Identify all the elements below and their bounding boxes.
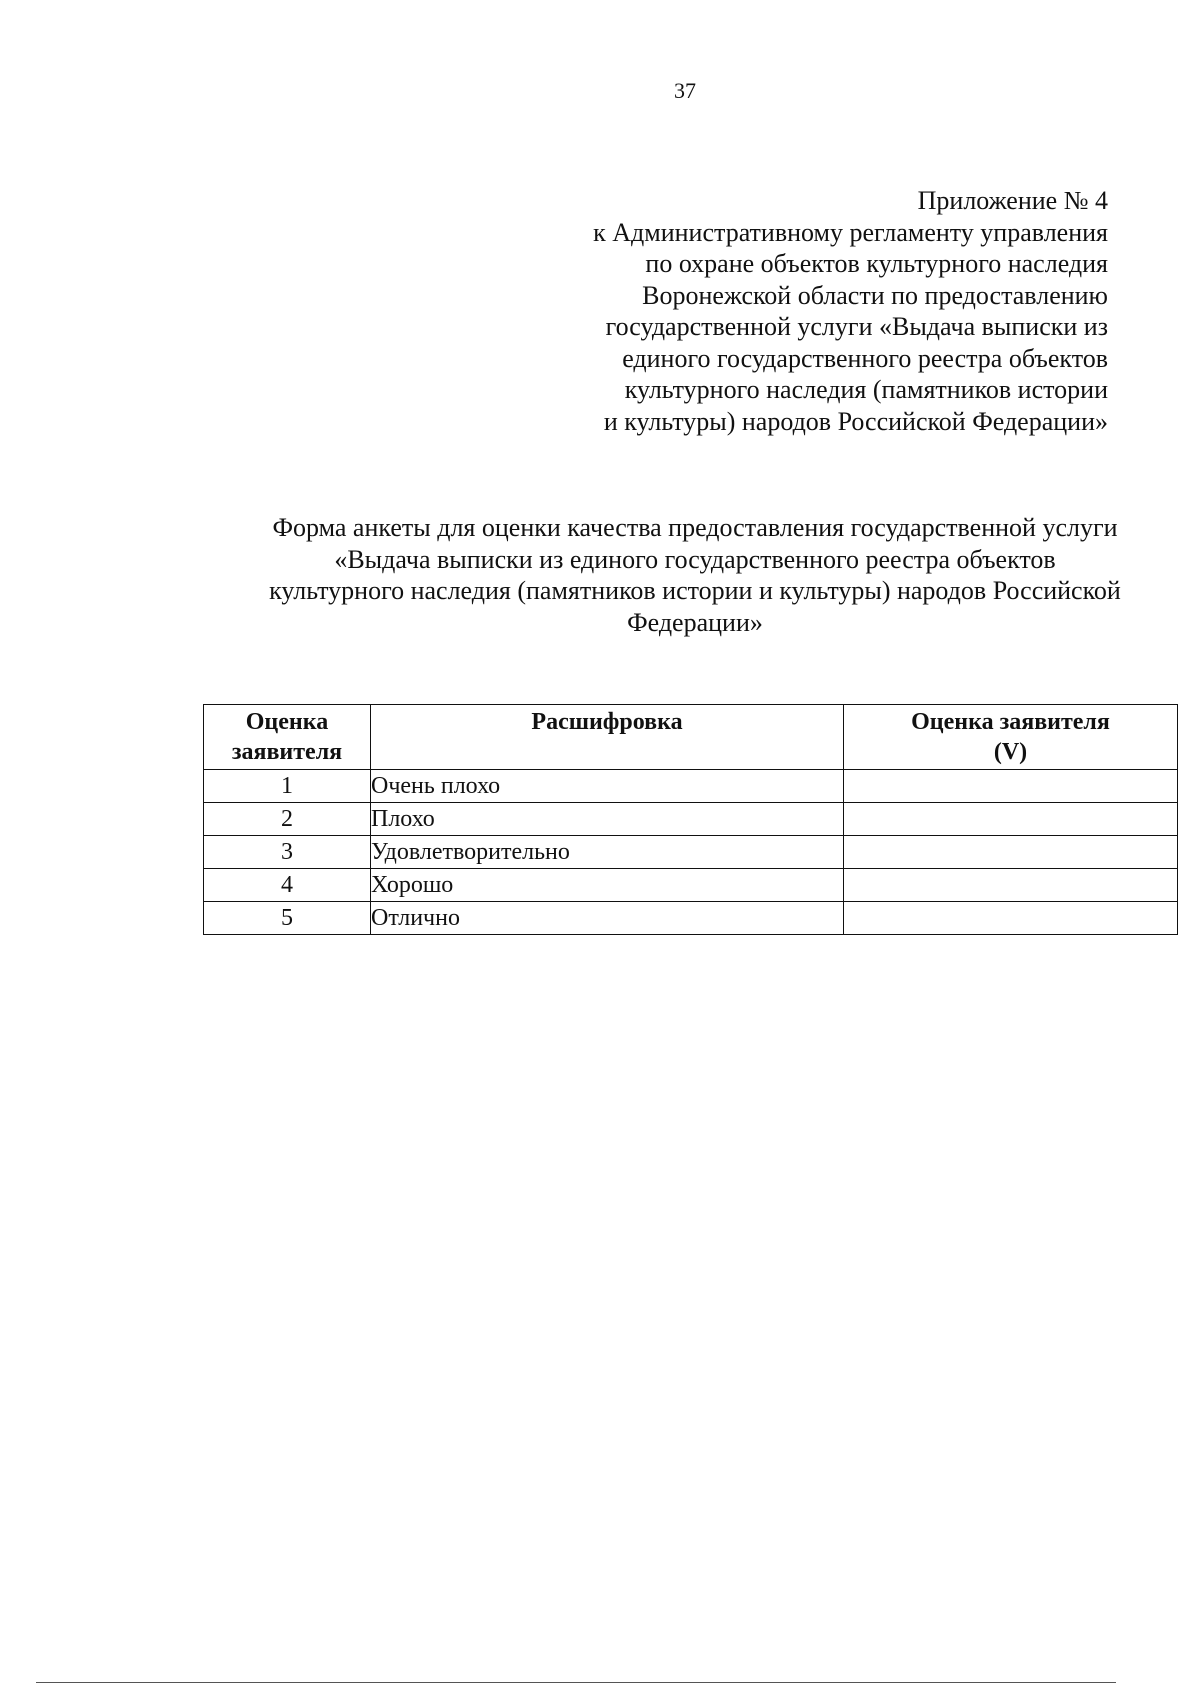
row-description: Отлично [371, 902, 844, 935]
table-row [204, 836, 1178, 869]
header-score-line2: заявителя [231, 739, 343, 765]
appendix-line: Воронежской области по предоставлению [642, 280, 1108, 310]
table-header-row [204, 705, 1178, 770]
row-score: 1 [204, 770, 371, 803]
appendix-line: по охране объектов культурного наследия [645, 249, 1108, 278]
appendix-line: Приложение № 4 [917, 186, 1108, 215]
row-mark-cell[interactable] [844, 836, 1178, 869]
form-title-line: Форма анкеты для оценки качества предоставления государственной услуги [272, 513, 1118, 542]
header-description [371, 705, 844, 770]
table-row [204, 803, 1178, 836]
row-description: Хорошо [371, 869, 844, 902]
table-row [204, 770, 1178, 803]
row-description: Удовлетворительно [371, 836, 844, 869]
appendix-header [468, 185, 1108, 437]
row-score: 2 [204, 803, 371, 836]
table-row [204, 902, 1178, 935]
appendix-line: единого государственного реестра объектов [622, 343, 1108, 373]
rating-table [203, 704, 1178, 935]
row-mark-cell[interactable] [844, 902, 1178, 935]
appendix-line: и культуры) народов Российской Федерации» [603, 406, 1108, 436]
table-row [204, 869, 1178, 902]
row-mark-cell[interactable] [844, 869, 1178, 902]
header-description-label: Расшифровка [531, 709, 683, 735]
appendix-line: к Административному регламенту управления [593, 217, 1108, 247]
form-title-line: Федерации» [627, 607, 763, 637]
form-title-line: «Выдача выписки из единого государственного реестра объектов [334, 544, 1056, 574]
appendix-line: государственной услуги «Выдача выписки из [605, 312, 1108, 341]
header-applicant-mark [844, 705, 1178, 770]
row-score: 4 [204, 869, 371, 902]
form-title-line: культурного наследия (памятников истории и культуры) народов Российской [269, 576, 1121, 605]
row-mark-cell[interactable] [844, 770, 1178, 803]
page-number: 37 [674, 78, 696, 103]
row-score: 3 [204, 836, 371, 869]
header-mark-line1: Оценка заявителя [911, 709, 1110, 735]
form-title [205, 512, 1185, 638]
row-mark-cell[interactable] [844, 803, 1178, 836]
header-score-line1: Оценка [245, 709, 329, 735]
header-mark-line2: (V) [993, 739, 1028, 765]
footer-divider [36, 1682, 1116, 1683]
header-score [204, 705, 371, 770]
appendix-line: культурного наследия (памятников истории [624, 375, 1108, 404]
row-score: 5 [204, 902, 371, 935]
row-description: Очень плохо [371, 770, 844, 803]
row-description: Плохо [371, 803, 844, 836]
